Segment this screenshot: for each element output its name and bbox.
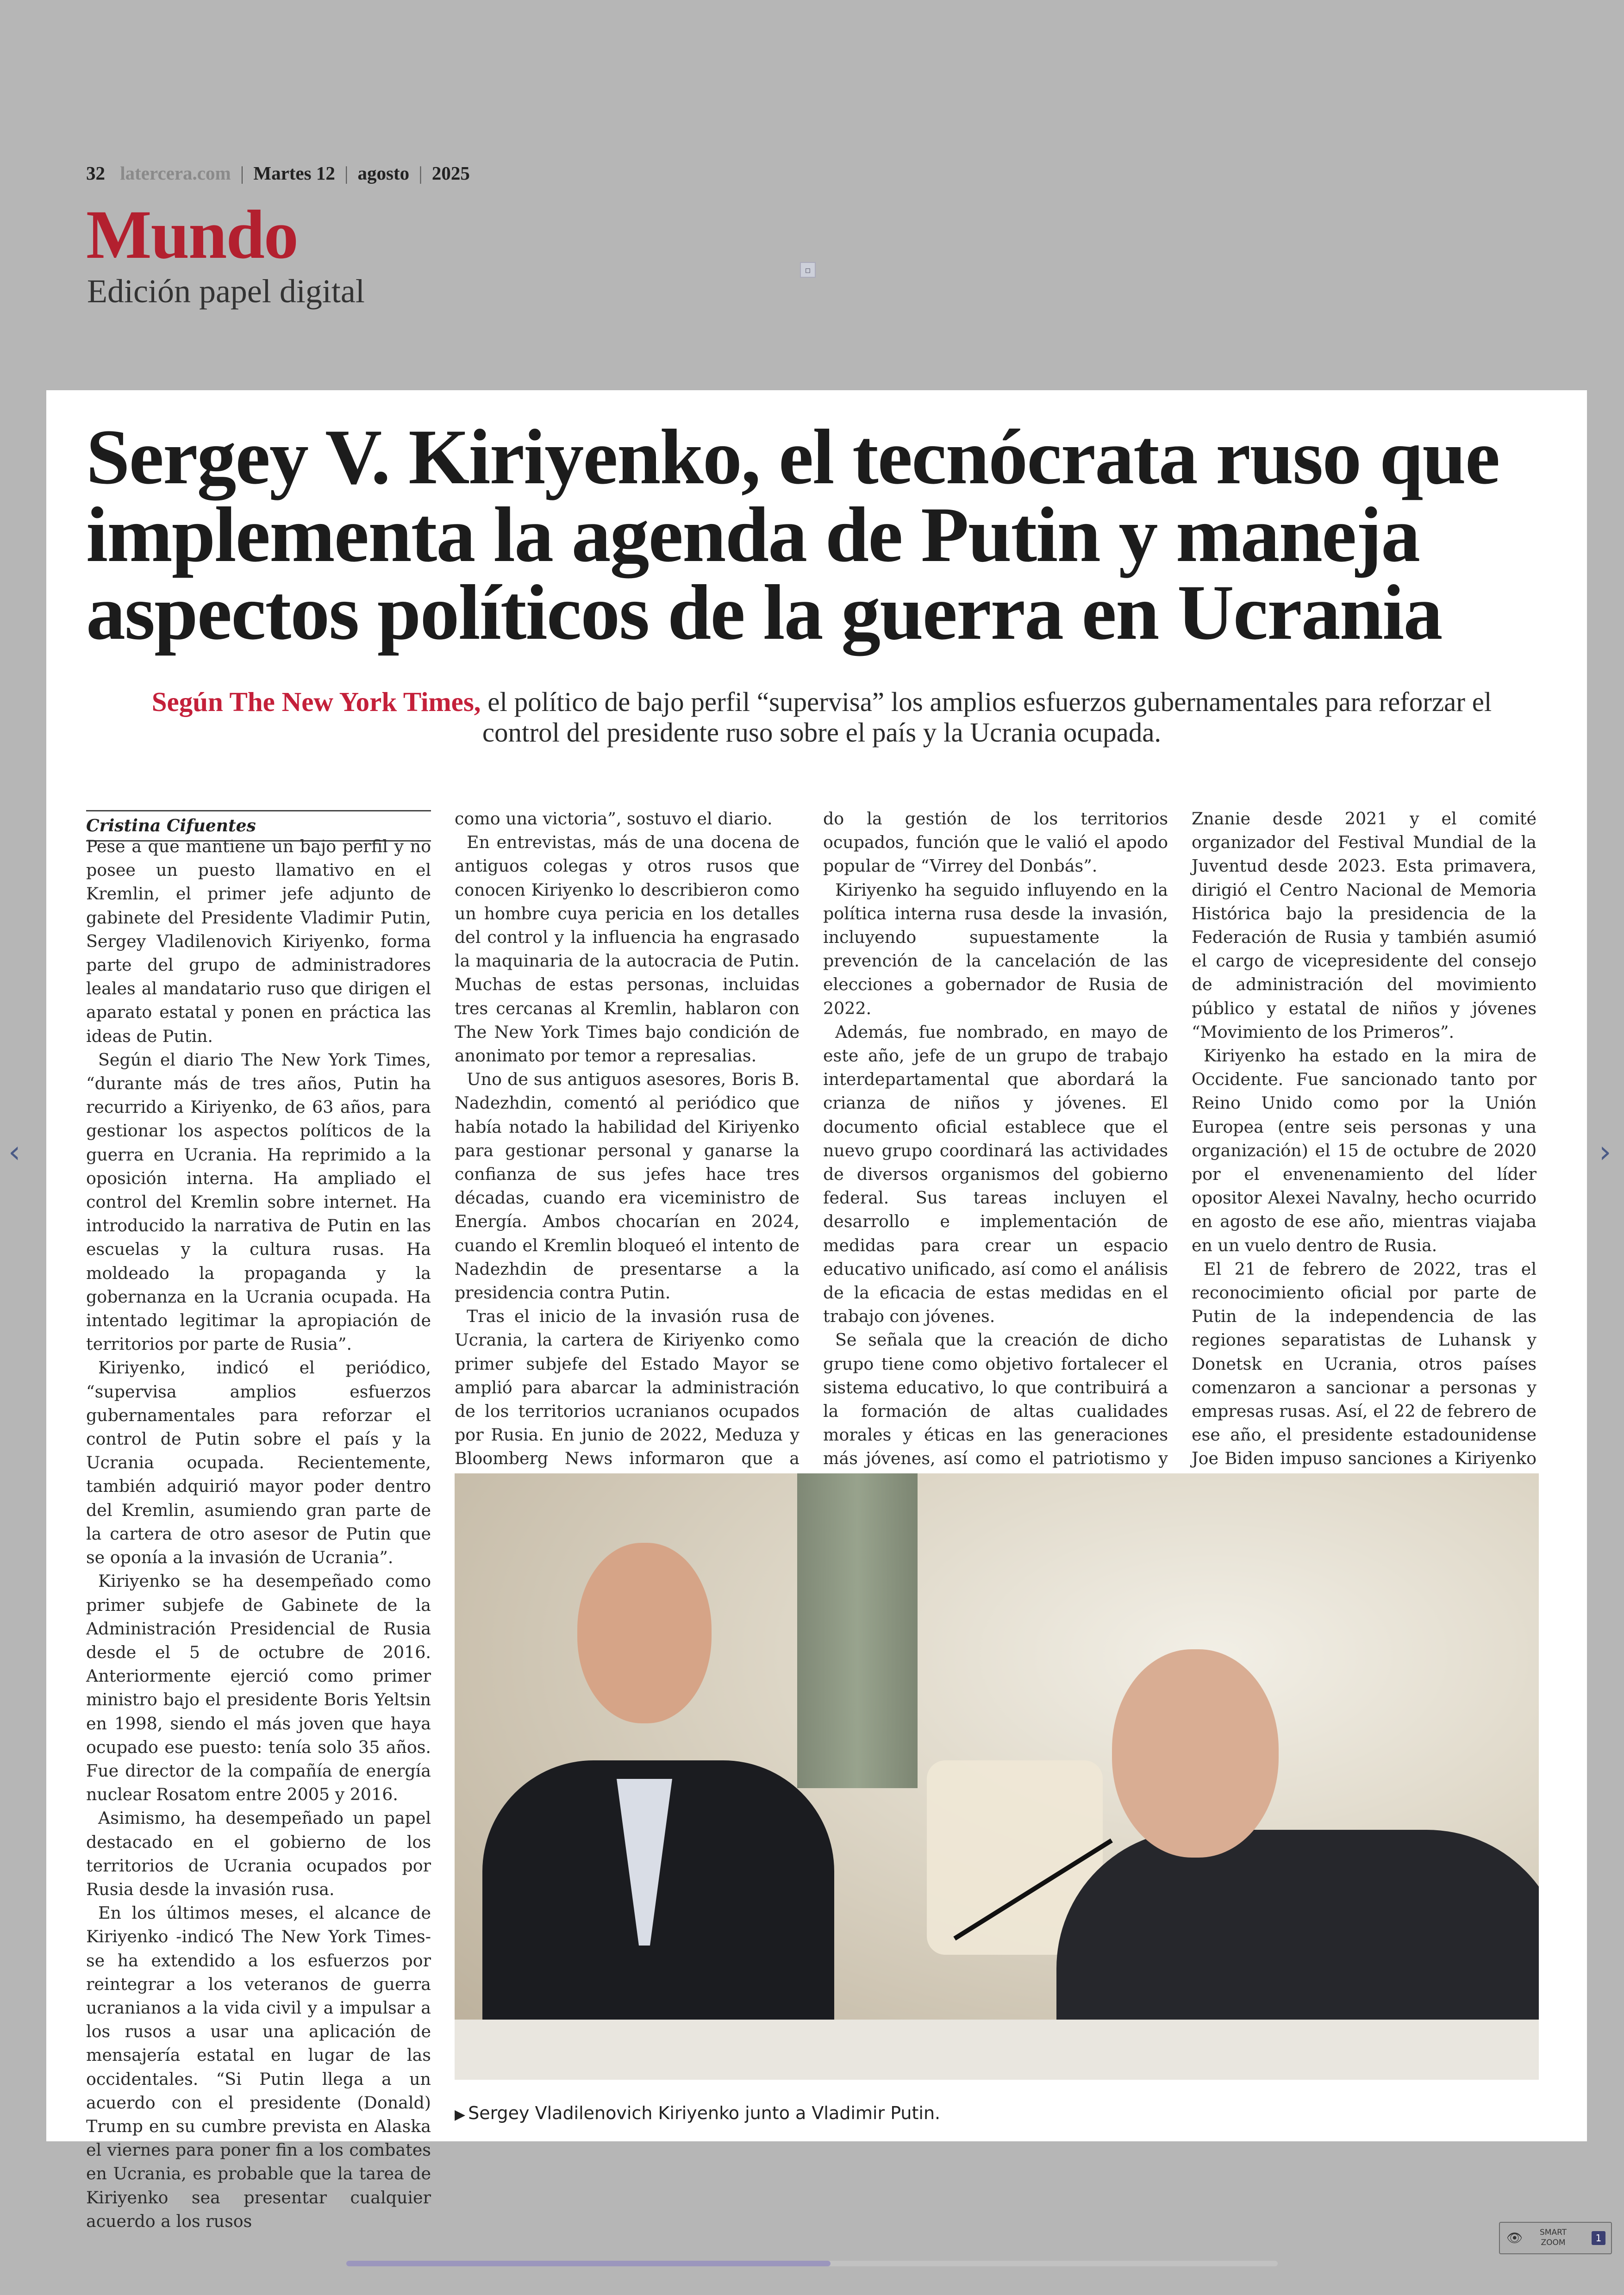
- byline: Cristina Cifuentes: [86, 810, 431, 842]
- deck-source: Según The New York Times,: [151, 686, 481, 717]
- paragraph: Kiriyenko ha seguido influyendo en la política interna rusa desde la invasión, incluyendo supuestamente la prevención de la cancelación de las elecciones a gobernador de Rusia de 2022.: [823, 879, 1168, 1018]
- edition-label: Edición papel digital: [87, 273, 365, 310]
- paragraph: Kiriyenko, indicó el periódico, “supervisa amplios esfuerzos gubernamentales para reforzar el control de Putin sobre el país y la Ucrania ocupada. Recientemente, también adquirió mayor poder dentro del Kremlin, asumiendo gran parte de la cartera de otro asesor de Putin que se oponía a la invasión de Ucrania”.: [86, 1358, 431, 1568]
- deck-text: el político de bajo perfil “supervisa” los amplios esfuerzos gubernamentales para reforzar el control del presidente ruso sobre el país y la Ucrania ocupada.: [481, 686, 1492, 748]
- article-column-4: [1192, 807, 1537, 1518]
- paragraph: En los últimos meses, el alcance de Kiriyenko -indicó The New York Times- se ha extendido a los esfuerzos por reintegrar a los veteranos de guerra ucranianos a la vida civil y a impulsar a los rusos a usar una aplicación de mensajería estatal en lugar de las occidentales. “Si Putin llega a un acuerdo con el presidente (Donald) Trump en su cumbre prevista en Alaska el viernes para poner fin a los combates en Ucrania, es probable que la tarea de Kiriyenko sea presentar cualquier acuerdo a los rusos: [86, 1903, 431, 2231]
- paragraph: Además, fue nombrado, en mayo de este año, jefe de un grupo de trabajo interdepartamental que abordará la crianza de niños y jóvenes. El documento oficial establece que el nuevo grupo coordinará las actividades de diversos organismos del gobierno federal. Sus tareas incluyen el desarrollo e implementación de medidas para crear un espacio educativo unificado, así como el análisis de la eficacia de estas medidas en el trabajo con jóvenes.: [823, 1022, 1168, 1327]
- separator: |: [418, 162, 423, 184]
- caption-text: Sergey Vladilenovich Kiriyenko junto a Vladimir Putin.: [468, 2103, 941, 2123]
- smart-zoom-label: SMART: [1540, 2228, 1567, 2237]
- paragraph: En entrevistas, más de una docena de antiguos colegas y otros rusos que conocen Kiriyenko lo describieron como un hombre cuya pericia en los detalles del control y la influencia ha engrasado la maquinaria de la autocracia de Putin. Muchas de estas personas, incluidas tres cercanas al Kremlin, hablaron con The New York Times bajo condición de anonimato por temor a represalias.: [455, 832, 800, 1066]
- article-column-1: [86, 835, 431, 2233]
- photo-caption: [455, 2103, 940, 2123]
- article-column-2: [455, 807, 800, 1494]
- progress-fill: [346, 2261, 831, 2266]
- section-title: Mundo: [86, 196, 298, 273]
- article-deck: [139, 686, 1505, 748]
- previous-page-arrow-icon[interactable]: ‹: [8, 1134, 21, 1170]
- paragraph: do la gestión de los territorios ocupados, función que le valió el apodo popular de “Virrey del Donbás”.: [823, 809, 1168, 876]
- eye-icon: 👁: [1506, 2230, 1523, 2245]
- paragraph: como una victoria”, sostuvo el diario.: [455, 809, 773, 829]
- paragraph: Pese a que mantiene un bajo perfil y no posee un puesto llamativo en el Kremlin, el primer jefe adjunto de gabinete del Presidente Vladimir Putin, Sergey Vladilenovich Kiriyenko, forma parte del grupo de administradores leales al mandatario ruso que dirigen el aparato estatal y ponen en práctica las ideas de Putin.: [86, 836, 431, 1046]
- paragraph: Tras el inicio de la invasión rusa de Ucrania, la cartera de Kiriyenko como primer subjefe del Estado Mayor se amplió para abarcar la administración de los territorios ucranianos ocupados por Rusia. En junio de 2022, Meduza y Bloomberg News informaron que a: [455, 1306, 800, 1469]
- page-number: 32: [86, 162, 105, 184]
- paragraph: Kiriyenko ha estado en la mira de Occidente. Fue sancionado tanto por Reino Unido como por la Unión Europea (entre seis personas y una organización) el 15 de octubre de 2020 por el envenenamiento del líder opositor Alexei Navalny, hecho ocurrido en agosto de ese año, mientras viajaba en un vuelo dentro de Rusia.: [1192, 1046, 1537, 1255]
- smart-zoom-count: 1: [1592, 2231, 1605, 2245]
- date-month: agosto: [357, 162, 410, 184]
- paragraph: Uno de sus antiguos asesores, Boris B. Nadezhdin, comentó al periódico que había notado la habilidad del Kiriyenko para gestionar personal y ganarse la confianza de sus jefes hace tres décadas, cuando era viceministro de Energía. Ambos chocarían en 2024, cuando el Kremlin bloqueó el intento de Nadezhdin de presentarse a la presidencia contra Putin.: [455, 1069, 800, 1303]
- caption-arrow-icon: ▶: [455, 2107, 466, 2123]
- site-name: latercera.com: [120, 162, 231, 184]
- paragraph: Asimismo, ha desempeñado un papel destacado en el gobierno de los territorios de Ucrania ocupados por Rusia desde la invasión rusa.: [86, 1808, 431, 1899]
- article-page: [46, 390, 1587, 2231]
- article-photo[interactable]: [455, 1473, 1539, 2080]
- paragraph-text: El 21 de febrero de 2022, tras el reconocimiento oficial por parte de Putin de la independencia de las regiones separatistas de Luhansk y Donetsk en Ucrania, otros países comenzaron a sancionar a personas y empresas rusas. Así, el 22 de febrero de ese año, el presidente estadounidense Joe Biden impuso sanciones a Kiriyenko: [1192, 1259, 1537, 1469]
- article-headline: Sergey V. Kiriyenko, el tecnócrata ruso que implementa la agenda de Putin y maneja aspectos políticos de la guerra en Ucrania: [86, 413, 1499, 656]
- paragraph: Kiriyenko se ha desempeñado como primer subjefe de Gabinete de la Administración Presidencial de Rusia desde el 5 de octubre de 2016. Anteriormente ejerció como primer ministro bajo el presidente Boris Yeltsin en 1998, siendo el más joven que haya ocupado ese puesto: tenía solo 35 años. Fue director de la compañía de energía nuclear Rosatom entre 2005 y 2016.: [86, 1571, 431, 1805]
- paragraph: Según el diario The New York Times, “durante más de tres años, Putin ha recurrido a Kiriyenko, de 63 años, para gestionar los aspectos políticos de la guerra en Ucrania. Ha reprimido a la oposición interna. Ha ampliado el control del Kremlin sobre internet. Ha introducido la narrativa de Putin en las escuelas y la cultura rusas. Ha moldeado la propaganda y la gobernanza en la Ucrania ocupada. Ha intentado legitimar la apropiación de territorios por parte de Rusia”.: [86, 1049, 431, 1354]
- paragraph: Znanie desde 2021 y el comité organizador del Festival Mundial de la Juventud desde 2023. Esta primavera, dirigió el Centro Nacional de Memoria Histórica bajo la presidencia de la Federación de Rusia y también asumió el cargo de vicepresidente del consejo de administración del movimiento público y estatal de niños y jóvenes “Movimiento de los Primeros”.: [1192, 809, 1537, 1042]
- page-marker-icon[interactable]: ▫: [800, 262, 816, 278]
- separator: |: [344, 162, 349, 184]
- reading-progress-bar[interactable]: [346, 2261, 1278, 2266]
- smart-zoom-label: ZOOM: [1541, 2238, 1566, 2247]
- article-column-3: [823, 807, 1168, 1565]
- next-page-arrow-icon[interactable]: ›: [1599, 1134, 1612, 1170]
- page-meta: [86, 162, 470, 184]
- paragraph: Se señala que la creación de dicho grupo tiene como objetivo fortalecer el sistema educativo, lo que contribuirá a la formación de altas cualidades morales y éticas en las generaciones más jóvenes, así como el patriotismo y: [823, 1330, 1168, 1469]
- smart-zoom-button[interactable]: [1499, 2222, 1612, 2254]
- date-year: 2025: [431, 162, 470, 184]
- date-day: Martes 12: [253, 162, 335, 184]
- separator: |: [240, 162, 244, 184]
